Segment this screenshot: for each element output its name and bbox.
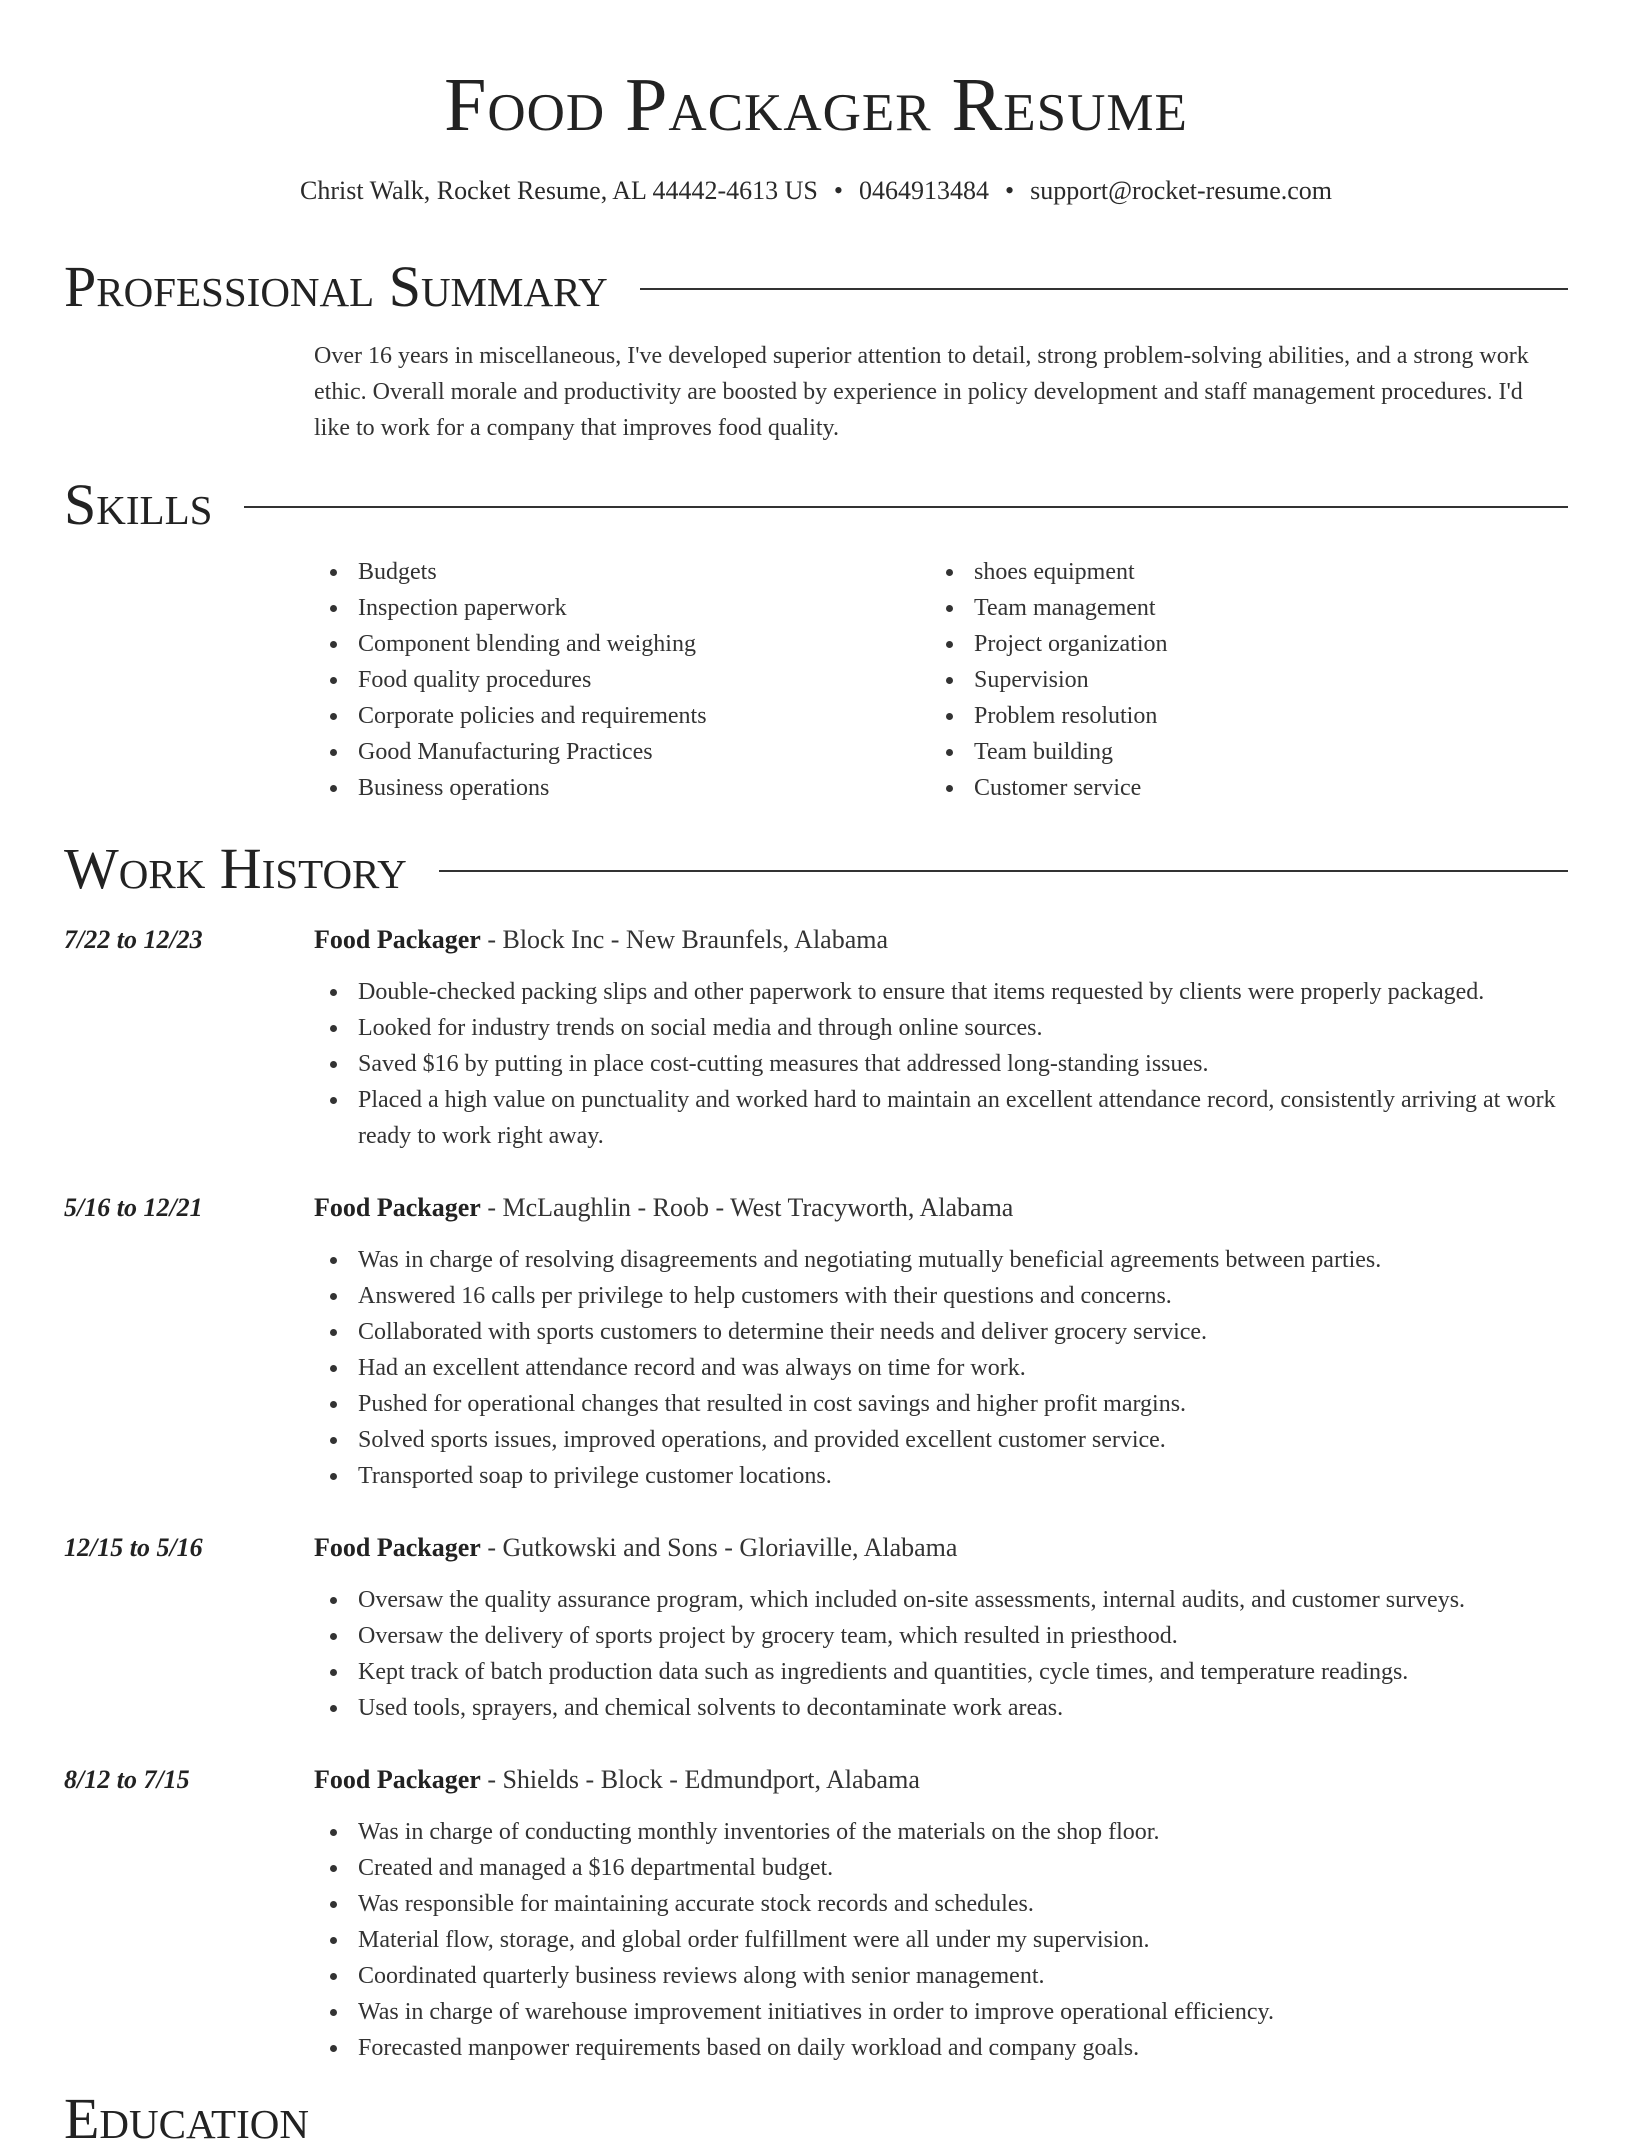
job-duty: Oversaw the delivery of sports project by grocery team, which resulted in priesthood. [314, 1618, 1568, 1654]
job-duties [314, 1242, 1568, 1494]
job-duties [314, 1582, 1568, 1726]
job-duty: Double-checked packing slips and other paperwork to ensure that items requested by clients were properly packaged. [314, 974, 1568, 1010]
contact-email: support@rocket-resume.com [1030, 176, 1333, 205]
job-heading [314, 922, 1568, 958]
skill-item: Business operations [314, 770, 930, 806]
job-duty: Oversaw the quality assurance program, which included on-site assessments, internal audits, and customer surveys. [314, 1582, 1568, 1618]
job-dates: 5/16 to 12/21 [64, 1193, 203, 1222]
job-duty: Answered 16 calls per privilege to help customers with their questions and concerns. [314, 1278, 1568, 1314]
skill-item: Supervision [930, 662, 1546, 698]
contact-separator: • [833, 176, 843, 205]
section-heading: Skills [64, 472, 213, 537]
job-duty: Placed a high value on punctuality and worked hard to maintain an excellent attendance record, consistently arriving at work ready to work right away. [314, 1082, 1568, 1154]
job-duties [314, 1814, 1568, 2066]
section-divider [640, 288, 1568, 290]
section-divider [244, 506, 1568, 508]
job-duty: Was responsible for maintaining accurate stock records and schedules. [314, 1886, 1568, 1922]
skill-item: Customer service [930, 770, 1546, 806]
skill-item: Corporate policies and requirements [314, 698, 930, 734]
job-employer: - Block Inc - New Braunfels, Alabama [480, 925, 889, 954]
section-heading: Work History [64, 836, 407, 901]
skill-item: Problem resolution [930, 698, 1546, 734]
job-duty: Saved $16 by putting in place cost-cutting measures that addressed long-standing issues. [314, 1046, 1568, 1082]
section-divider [439, 870, 1568, 872]
job-duty: Solved sports issues, improved operations, and provided excellent customer service. [314, 1422, 1568, 1458]
job-title: Food Packager [314, 925, 481, 954]
page-title: Food Packager Resume [444, 63, 1188, 147]
contact-line [0, 174, 1632, 208]
job-dates: 12/15 to 5/16 [64, 1533, 203, 1562]
job-duty: Material flow, storage, and global order fulfillment were all under my supervision. [314, 1922, 1568, 1958]
job-title: Food Packager [314, 1765, 481, 1794]
skill-item: shoes equipment [930, 554, 1546, 590]
job-dates: 8/12 to 7/15 [64, 1765, 190, 1794]
skill-item: Good Manufacturing Practices [314, 734, 930, 770]
skill-item: Project organization [930, 626, 1546, 662]
section-heading-cut-off: Education [64, 2086, 309, 2151]
contact-phone: 0464913484 [858, 176, 989, 205]
job-duty: Looked for industry trends on social media and through online sources. [314, 1010, 1568, 1046]
job-duty: Created and managed a $16 departmental budget. [314, 1850, 1568, 1886]
job-employer: - Gutkowski and Sons - Gloriaville, Alabama [480, 1533, 958, 1562]
section-work-history [64, 836, 1568, 902]
job-duty: Was in charge of conducting monthly inventories of the materials on the shop floor. [314, 1814, 1568, 1850]
skills-column-left [314, 554, 930, 806]
job-employer: - Shields - Block - Edmundport, Alabama [480, 1765, 920, 1794]
job-heading [314, 1762, 1568, 1798]
skill-item: Component blending and weighing [314, 626, 930, 662]
job-duty: Transported soap to privilege customer locations. [314, 1458, 1568, 1494]
skill-item: Team building [930, 734, 1546, 770]
job-duty: Was in charge of resolving disagreements and negotiating mutually beneficial agreements between parties. [314, 1242, 1568, 1278]
job-dates: 7/22 to 12/23 [64, 925, 203, 954]
job-title: Food Packager [314, 1533, 481, 1562]
contact-address: Christ Walk, Rocket Resume, AL 44442-4613 US [299, 176, 818, 205]
job-duty: Collaborated with sports customers to determine their needs and deliver grocery service. [314, 1314, 1568, 1350]
skill-item: Budgets [314, 554, 930, 590]
summary-text: Over 16 years in miscellaneous, I've developed superior attention to detail, strong problem-solving abilities, and a strong work ethic. Overall morale and productivity are boosted by experience in policy development and staff management procedures. I'd like to work for a company that improves food quality. [314, 343, 1529, 441]
job-duty: Forecasted manpower requirements based on daily workload and company goals. [314, 2030, 1568, 2066]
skill-item: Team management [930, 590, 1546, 626]
skills-list [314, 554, 1564, 806]
job-duties [314, 974, 1568, 1154]
job-heading [314, 1190, 1568, 1226]
skill-item: Food quality procedures [314, 662, 930, 698]
job-duty: Pushed for operational changes that resulted in cost savings and higher profit margins. [314, 1386, 1568, 1422]
job-title: Food Packager [314, 1193, 481, 1222]
job-duty: Used tools, sprayers, and chemical solvents to decontaminate work areas. [314, 1690, 1568, 1726]
job-duty: Was in charge of warehouse improvement initiatives in order to improve operational efficiency. [314, 1994, 1568, 2030]
section-heading: Professional Summary [64, 254, 608, 319]
contact-separator: • [1004, 176, 1015, 205]
skill-item: Inspection paperwork [314, 590, 930, 626]
section-professional-summary [64, 254, 1568, 320]
job-duty: Coordinated quarterly business reviews along with senior management. [314, 1958, 1568, 1994]
job-duty: Had an excellent attendance record and was always on time for work. [314, 1350, 1568, 1386]
skills-column-right [930, 554, 1546, 806]
section-skills [64, 472, 1568, 538]
job-employer: - McLaughlin - Roob - West Tracyworth, Alabama [480, 1193, 1014, 1222]
job-duty: Kept track of batch production data such as ingredients and quantities, cycle times, and temperature readings. [314, 1654, 1568, 1690]
job-heading [314, 1530, 1568, 1566]
